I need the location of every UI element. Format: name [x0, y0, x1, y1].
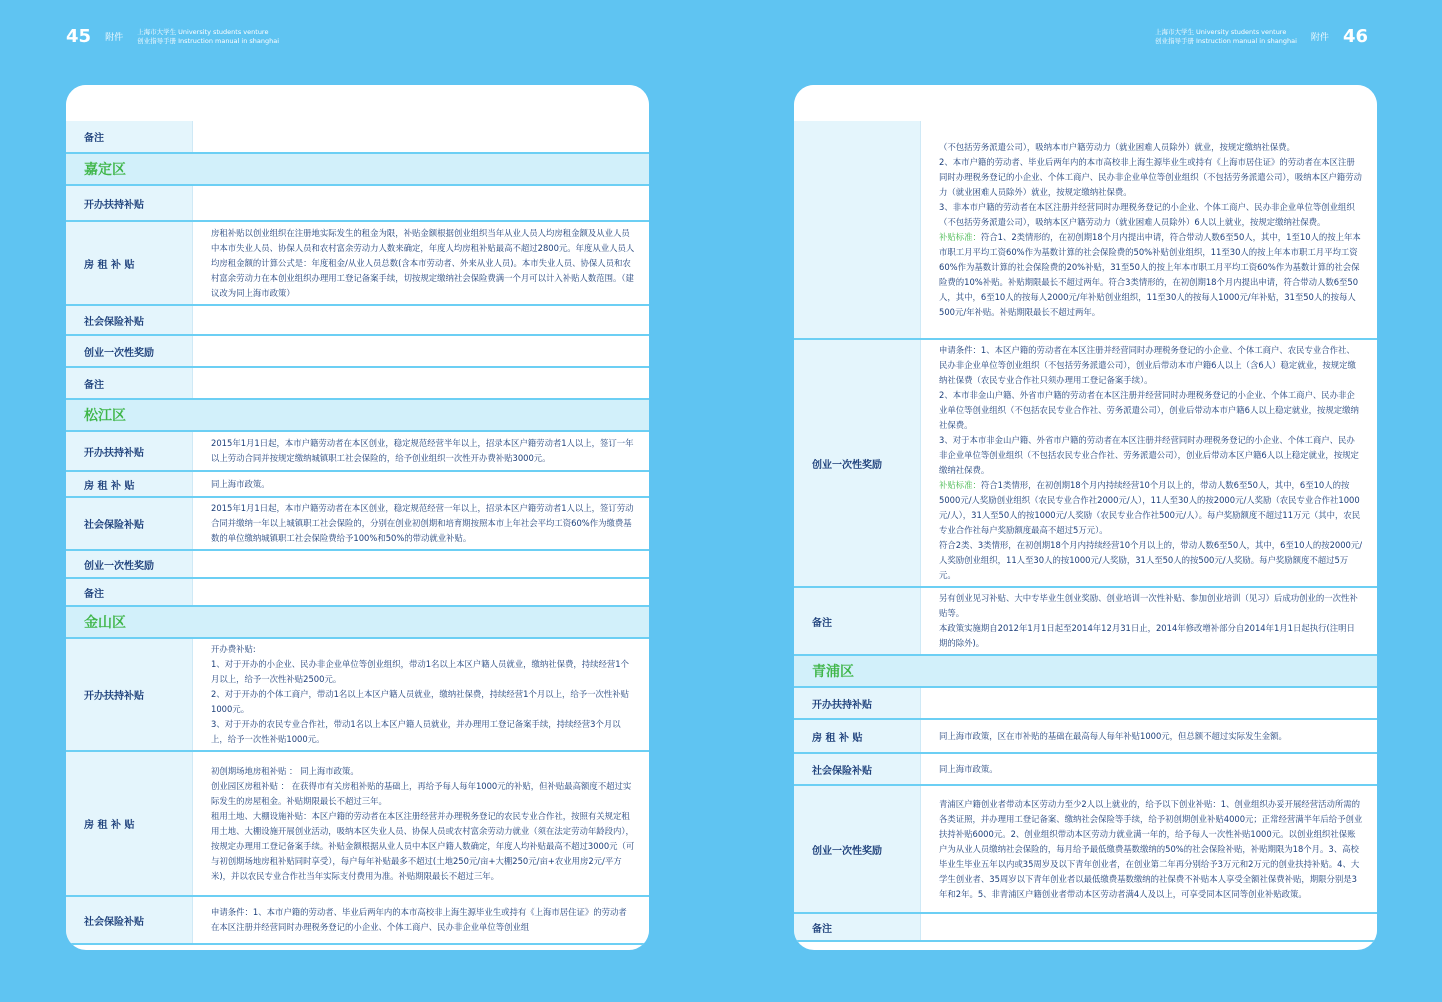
row-label: 房 租 补 贴	[66, 751, 193, 896]
table-row	[66, 335, 649, 367]
table-row	[794, 785, 1377, 913]
row-label: 社会保险补贴	[66, 305, 193, 335]
page-number-right: 46	[1342, 26, 1368, 47]
row-content: （不包括劳务派遣公司），吸纳本市户籍劳动力（就业困难人员除外）就业，按规定缴纳社保费。 2、本市户籍的劳动者、毕业后两年内的本市高校非上海生源毕业生或持有《上海市居住证》的劳动者在本区注册同时办理税务登记的小企业、个体工商户、民办非企业单位等创业组织（不包括劳务派遣公司），吸纳本区户籍劳动力（就业困难人员除外）就业，按规定缴纳社保费。 3、非本市户籍的劳动者在本区注册并经营同时办理税务登记的小企业、个体工商户、民办非企业单位等创业组织（不包括劳务派遣公司），吸纳本区户籍劳动力（就业困难人员除外）6人以上就业，按规定缴纳社保费。 补贴标准：符合1、2类情形的，在初创期18个月内提出申请，符合带动人数6至50人，其中，1至10人的按上年本市职工月平均工资60%作为基数计算的社会保险费的50%补贴创业组织，11至30人的按上年本市职工月平均工资60%作为基数计算的社会保险费的20%补贴，31至50人的按上年本市职工月平均工资60%作为基数计算的社会保险费的10%补贴。补贴期限最长不超过两年。符合3类情形的，在初创期18个月内提出申请，符合带动人数6至50人，其中，6至10人的按每人2000元/年补贴创业组织，11至30人的按每人1000元/年补贴，31至50人的按每人500元/年补贴。补贴期限最长不超过两年。	[921, 121, 1378, 339]
table-row	[794, 339, 1377, 587]
table-row	[66, 221, 649, 305]
right-page-card	[794, 85, 1377, 950]
table-row	[66, 896, 649, 944]
left-page-header	[66, 26, 279, 47]
row-content: 同上海市政策。	[921, 753, 1378, 785]
district-heading: 嘉定区	[66, 153, 649, 185]
left-page-card	[66, 85, 649, 950]
row-content: 2015年1月1日起，本市户籍劳动者在本区创业，稳定规范经营一年以上，招录本区户籍劳动者1人以上，签订劳动合同并缴纳一年以上城镇职工社会保险的，分别在创业初创期和培育期按照本市上年社会平均工资60%作为缴费基数的单位缴纳城镇职工社会保险费给予100%和50%的带动就业补贴。	[193, 497, 650, 550]
table-row	[66, 185, 649, 221]
district-heading: 青浦区	[794, 655, 1377, 687]
table-row	[66, 305, 649, 335]
table-row	[66, 431, 649, 471]
table-row	[66, 638, 649, 751]
row-label: 社会保险补贴	[794, 753, 921, 785]
row-label: 开办扶持补贴	[66, 638, 193, 751]
page-number-left: 45	[66, 26, 92, 47]
table-row	[794, 913, 1377, 941]
row-label: 房 租 补 贴	[794, 719, 921, 753]
row-content: 申请条件：1、本区户籍的劳动者在本区注册并经营同时办理税务登记的小企业、个体工商户、农民专业合作社、民办非企业单位等创业组织（不包括劳务派遣公司），创业后带动本市户籍6人以上（含6人）稳定就业，按规定缴纳社保费（农民专业合作社只须办理用工登记备案手续）。 2、本市非金山户籍、外省市户籍的劳动者在本区注册并经营同时办理税务登记的小企业、个体工商户、民办非企业单位等创业组织（不包括农民专业合作社、劳务派遣公司），创业后带动本市户籍6人以上稳定就业，按规定缴纳社保费。 3、对于本市非金山户籍、外省市户籍的劳动者在本区注册并经营同时办理税务登记的小企业、个体工商户、民办非企业单位等创业组织（不包括农民专业合作社、劳务派遣公司），创业后带动本区户籍6人以上稳定就业，按规定缴纳社保费。 补贴标准：符合1类情形，在初创期18个月内持续经营10个月以上的，带动人数6至50人，其中，6至10人的按5000元/人奖励创业组织（农民专业合作社2000元/人），11人至30人的按2000元/人奖励（农民专业合作社1000元/人），31人至50人的按1000元/人奖励（农民专业合作社500元/人）。每户奖励额度不超过11万元（其中，农民专业合作社每户奖励额度最高不超过5万元）。 符合2类、3类情形，在初创期18个月内持续经营10个月以上的，带动人数6至50人，其中，6至10人的按2000元/人奖励创业组织，11人至30人的按1000元/人奖励，31人至50人的按500元/人奖励。每户奖励额度不超过5万元。	[921, 339, 1378, 587]
row-label: 创业一次性奖励	[66, 335, 193, 367]
row-content: 青浦区户籍创业者带动本区劳动力至少2人以上就业的，给予以下创业补贴：1、创业组织办妥开展经营活动所需的各类证照，并办理用工登记备案、缴纳社会保险等手续，给予初创期创业补贴4000元；正常经营满半年后给予创业扶持补贴6000元。2、创业组织带动本区劳动力就业满一年的，给予每人一次性补贴1000元。以创业组织社保账户为从业人员缴纳社会保险的，每月给予最低缴费基数缴纳的50%的社会保险补贴，补贴期限为18个月。3、高校毕业生毕业五年以内或35周岁及以下青年创业者，在创业第二年再分别给予3万元和2万元的创业扶持补贴。4、大学生创业者、35周岁以下青年创业者以最低缴费基数缴纳的社保费不补贴本人享受全额社保费补贴，期限分别是3年和2年。5、非青浦区户籍创业者带动本区劳动者满4人及以上，可享受同本区同等创业补贴政策。	[921, 785, 1378, 913]
row-content: 2015年1月1日起，本市户籍劳动者在本区创业，稳定规范经营半年以上，招录本区户籍劳动者1人以上，签订一年以上劳动合同并按规定缴纳城镇职工社会保险的，给予创业组织一次性开办费补贴3000元。	[193, 431, 650, 471]
row-label: 备注	[794, 587, 921, 655]
table-row	[66, 367, 649, 399]
table-row	[794, 587, 1377, 655]
row-label: 房 租 补 贴	[66, 471, 193, 497]
table-row	[66, 497, 649, 550]
row-label: 备注	[66, 578, 193, 606]
row-label: 创业一次性奖励	[794, 339, 921, 587]
right-page-header	[1155, 26, 1368, 47]
row-content: 同上海市政策。	[193, 471, 650, 497]
row-label: 备注	[66, 121, 193, 153]
table-row	[66, 550, 649, 578]
row-content: 初创期场地房租补贴 ： 同上海市政策。 创业园区房租补贴 ： 在获得市有关房租补贴的基础上，再给予每人每年1000元的补贴，但补贴最高额度不超过实际发生的房屋租金。补贴期限最长不超过三年。 租用土地、大棚设施补贴：本区户籍的劳动者在本区注册经营并办理税务登记的农民专业合作社，按照有关规定租用土地、大棚设施开展创业活动，吸纳本区失业人员、协保人员或农村富余劳动力就业（须在法定劳动年龄段内），按规定办理用工登记备案手续。补贴金额根据从业人员中本区户籍人数确定，年度人均补贴最高不超过3000元（可与初创期场地房租补贴同时享受），每户每年补贴最多不超过(土地250元/亩+大棚250元/亩+农业用房2元/平方米)，并以农民专业合作社当年实际支付费用为准。补贴期限最长不超过三年。	[193, 751, 650, 896]
table-row	[66, 121, 649, 153]
table-row	[66, 578, 649, 606]
row-content: 开办费补贴: 1、对于开办的小企业、民办非企业单位等创业组织，带动1名以上本区户籍人员就业，缴纳社保费，持续经营1个月以上，给予一次性补贴2500元。 2、对于开办的个体工商户，带动1名以上本区户籍人员就业，缴纳社保费，持续经营1个月以上，给予一次性补贴1000元。 3、对于开办的农民专业合作社，带动1名以上本区户籍人员就业，并办理用工登记备案手续，持续经营3个月以上，给予一次性补贴1000元。	[193, 638, 650, 751]
table-row	[794, 753, 1377, 785]
table-row	[66, 751, 649, 896]
table-row	[794, 719, 1377, 753]
table-row	[66, 471, 649, 497]
row-label: 创业一次性奖励	[66, 550, 193, 578]
row-content: 申请条件：1、本市户籍的劳动者、毕业后两年内的本市高校非上海生源毕业生或持有《上海市居住证》的劳动者在本区注册并经营同时办理税务登记的小企业、个体工商户、民办非企业单位等创业组	[193, 896, 650, 944]
row-label: 备注	[66, 367, 193, 399]
district-heading: 金山区	[66, 606, 649, 638]
row-label: 社会保险补贴	[66, 497, 193, 550]
row-content: 房租补贴以创业组织在注册地实际发生的租金为限，补贴金额根据创业组织当年从业人员人均房租金额及从业人员中本市失业人员、协保人员和农村富余劳动力人数来确定，年度人均房租补贴最高不超过2800元。年度从业人员人均房租金额的计算公式是：年度租金/从业人员总数(含本市劳动者、外来从业人员)。本市失业人员、协保人员和农村富余劳动力在本创业组织办理用工登记备案手续，切按规定缴纳社会保险费满一个月可以计入补贴人数范围。（建议改为同上海市政策）	[193, 221, 650, 305]
row-label: 开办扶持补贴	[794, 687, 921, 719]
manual-subtitle-right: 上海市大学生 University students venture 创业指导手册 Instruction manual in shanghai	[1154, 27, 1297, 45]
row-label: 开办扶持补贴	[66, 431, 193, 471]
row-label: 开办扶持补贴	[66, 185, 193, 221]
row-content: 同上海市政策，区在市补贴的基础在最高每人每年补贴1000元，但总额不超过实际发生金额。	[921, 719, 1378, 753]
table-row	[794, 121, 1377, 339]
row-label: 创业一次性奖励	[794, 785, 921, 913]
section-label-right: 附件	[1310, 33, 1329, 43]
row-label: 备注	[794, 913, 921, 941]
section-label-left: 附件	[105, 33, 124, 43]
row-label: 房 租 补 贴	[66, 221, 193, 305]
row-label: 社会保险补贴	[66, 896, 193, 944]
left-policy-table	[66, 121, 649, 945]
right-policy-table	[794, 121, 1377, 942]
table-row	[794, 687, 1377, 719]
district-heading: 松江区	[66, 399, 649, 431]
manual-subtitle-left: 上海市大学生 University students venture 创业指导手册 Instruction manual in shanghai	[137, 27, 280, 45]
row-content: 另有创业见习补贴、大中专毕业生创业奖励、创业培训一次性补贴、参加创业培训（见习）后成功创业的一次性补贴等。 本政策实施期自2012年1月1日起至2014年12月31日止，2014年修改增补部分自2014年1月1日起执行(注明日期的除外)。	[921, 587, 1378, 655]
